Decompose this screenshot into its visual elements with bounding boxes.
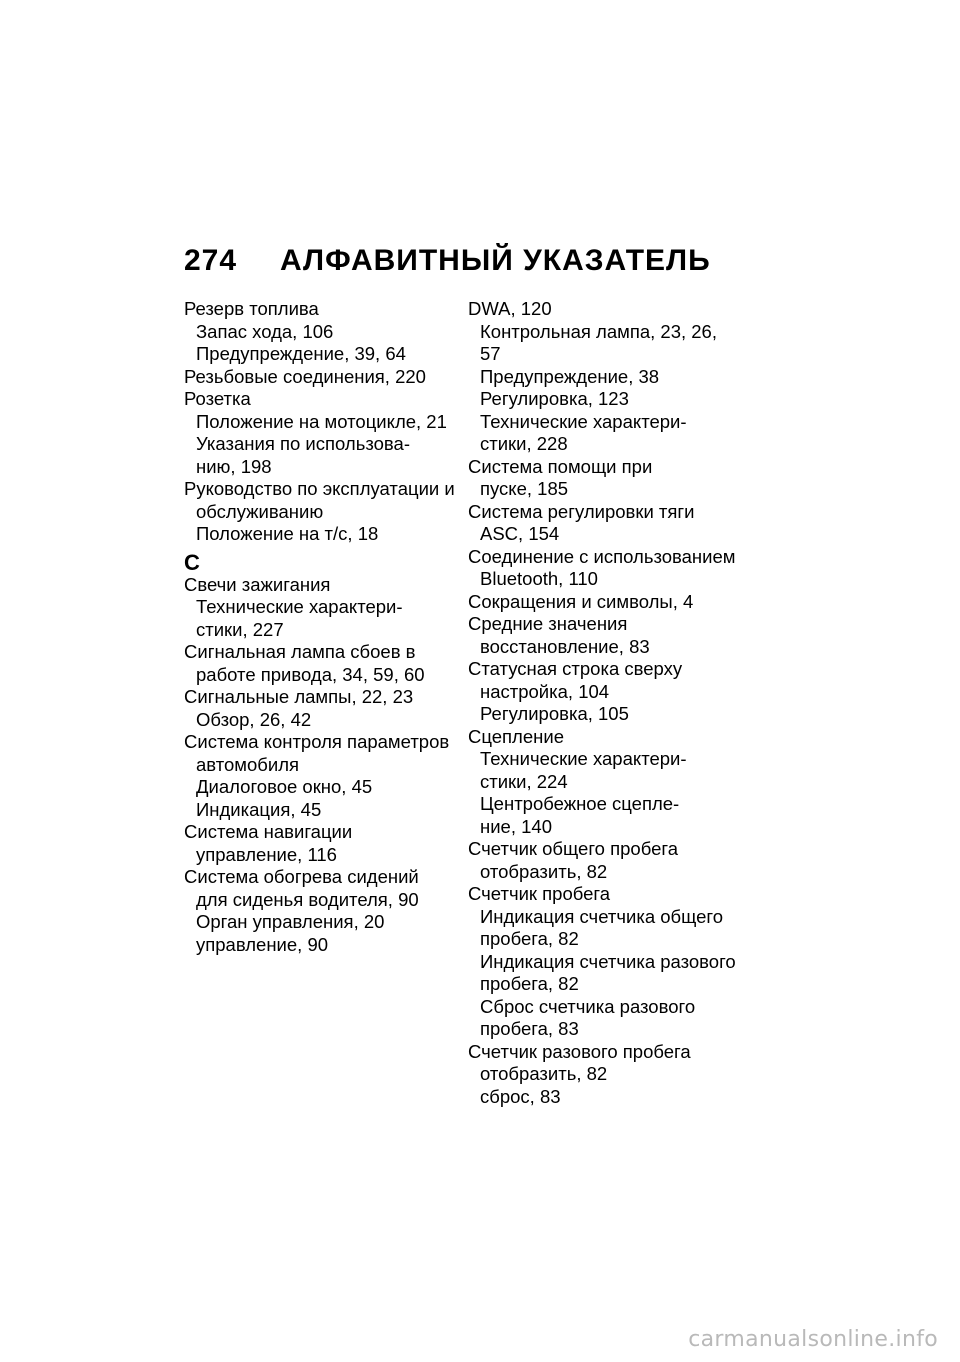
index-entry: Счетчик общего пробега	[468, 838, 679, 859]
index-entry: Розетка	[184, 388, 251, 409]
page-number: 274	[184, 244, 238, 277]
index-subentry: Регулировка, 123	[480, 388, 629, 409]
index-entry: Система регулировки тяги	[468, 500, 695, 522]
index-subentry: 57	[480, 343, 501, 364]
index-subentry: Орган управления, 20	[196, 911, 385, 932]
index-subentry: Положение на т/с, 18	[196, 523, 379, 544]
index-subentry: для сиденья водителя, 90	[196, 888, 419, 910]
index-subentry: Запас хода, 106	[196, 320, 334, 342]
index-subentry: стики, 228	[480, 433, 568, 454]
index-entry: Система навигации	[184, 821, 353, 842]
index-subentry: отобразить, 82	[480, 860, 608, 882]
page-title: АЛФАВИТНЫЙ УКАЗАТЕЛЬ	[280, 244, 711, 277]
index-subentry: Предупреждение, 38	[480, 365, 660, 387]
index-subentry: пуске, 185	[480, 478, 569, 499]
index-subentry: работе привода, 34, 59, 60	[196, 663, 425, 685]
index-subentry: пробега, 83	[480, 1018, 579, 1039]
index-subentry: Центробежное сцепле-	[480, 793, 680, 814]
index-subentry: настройка, 104	[480, 680, 610, 702]
index-subentry: Индикация, 45	[196, 798, 322, 820]
page-header	[184, 244, 711, 278]
index-subentry: Bluetooth, 110	[480, 568, 598, 589]
index-entry: Свечи зажигания	[184, 573, 331, 595]
index-subentry: нию, 198	[196, 455, 272, 477]
index-entry: Резерв топлива	[184, 298, 319, 319]
index-subentry: Индикация счетчика разового	[480, 950, 736, 972]
index-subentry: Регулировка, 105	[480, 703, 629, 724]
index-entry: Счетчик пробега	[468, 883, 611, 904]
index-entry: Система помощи при	[468, 455, 653, 477]
index-entry: Статусная строка сверху	[468, 658, 683, 679]
index-subentry: управление, 90	[196, 933, 329, 955]
index-subentry: Индикация счетчика общего	[480, 905, 724, 927]
index-subentry: восстановление, 83	[480, 635, 650, 657]
index-entry: Сигнальная лампа сбоев в	[184, 641, 416, 662]
index-section-letter: С	[184, 549, 200, 575]
index-subentry: ние, 140	[480, 815, 552, 837]
index-entry: Система контроля параметров	[184, 731, 450, 752]
index-subentry: сброс, 83	[480, 1085, 561, 1107]
index-subentry: автомобиля	[196, 753, 300, 775]
index-subentry: Технические характери-	[480, 748, 687, 769]
index-subentry: обслуживанию	[196, 500, 324, 522]
index-subentry: Указания по использова-	[196, 433, 410, 454]
index-entry: Сокращения и символы, 4	[468, 590, 694, 612]
index-subentry: отобразить, 82	[480, 1063, 608, 1084]
index-entry: Средние значения	[468, 613, 628, 634]
index-entry: Соединение с использованием	[468, 545, 736, 567]
index-subentry: пробега, 82	[480, 973, 579, 994]
index-subentry: управление, 116	[196, 843, 337, 865]
index-entry: Сигнальные лампы, 22, 23	[184, 686, 414, 707]
index-subentry: Контрольная лампа, 23, 26,	[480, 320, 717, 342]
index-entry: Счетчик разового пробега	[468, 1040, 691, 1062]
index-column-left	[184, 298, 456, 956]
index-subentry: Обзор, 26, 42	[196, 708, 312, 730]
watermark[interactable]: carmanualsonline.info	[688, 1327, 938, 1352]
index-subentry: Технические характери-	[196, 596, 403, 617]
index-subentry: Предупреждение, 39, 64	[196, 343, 406, 364]
index-entry: Сцепление	[468, 725, 564, 747]
index-subentry: Положение на мотоцикле, 21	[196, 410, 447, 432]
index-subentry: Сброс счетчика разового	[480, 995, 696, 1017]
index-subentry: пробега, 82	[480, 928, 579, 949]
index-subentry: стики, 224	[480, 770, 568, 792]
index-subentry: стики, 227	[196, 618, 284, 640]
index-entry: Руководство по эксплуатации и	[184, 478, 455, 499]
index-column-right	[468, 298, 756, 1108]
index-entry: DWA, 120	[468, 298, 552, 319]
index-entry: Резьбовые соединения, 220	[184, 365, 426, 387]
index-subentry: Технические характери-	[480, 410, 687, 432]
index-subentry: Диалоговое окно, 45	[196, 776, 373, 797]
index-entry: Система обогрева сидений	[184, 866, 419, 887]
index-subentry: ASC, 154	[480, 523, 560, 544]
